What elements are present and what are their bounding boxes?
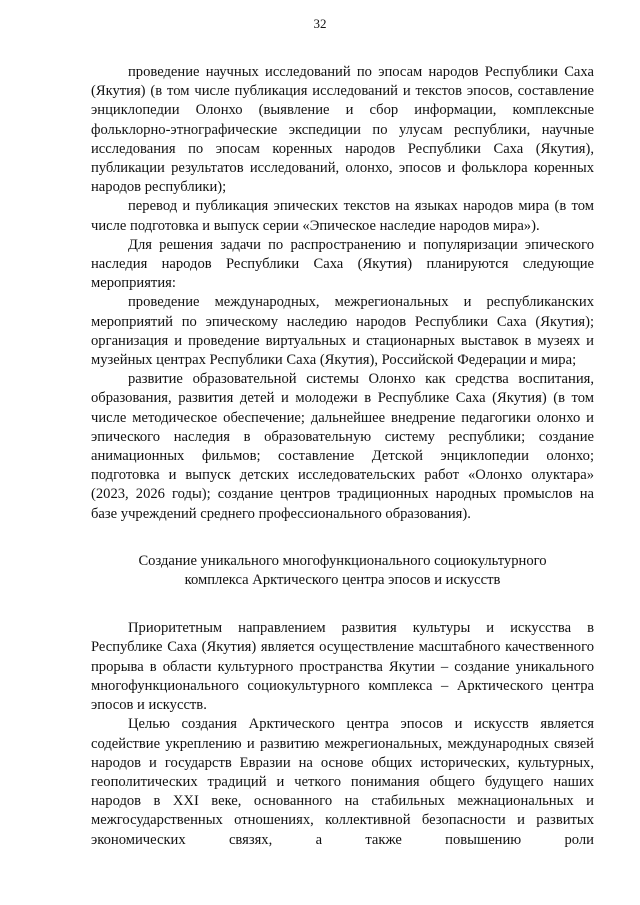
section-heading — [91, 552, 594, 590]
paragraph-priority: Приоритетным направлением развития культуры и искусства в Республике Саха (Якутия) является осуществление масштабного качественного прорыва в области культурного пространства Якутии – создание уникального многофункционального социокультурного комплекса – Арктического центра эпосов и искусств. — [91, 620, 594, 714]
document-body — [91, 63, 594, 850]
paragraph-task-intro: Для решения задачи по распространению и популяризации эпического наследия народов Республики Саха (Якутия) планируются следующие мероприятия: — [91, 236, 594, 292]
page-number: 32 — [313, 16, 327, 31]
paragraph-translation: перевод и публикация эпических текстов на языках народов мира (в том числе подготовка и выпуск серии «Эпическое наследие народов мира»). — [91, 198, 594, 234]
section-heading-line-2: комплекса Арктического центра эпосов и искусств — [184, 572, 501, 589]
paragraph-goal: Целью создания Арктического центра эпосов и искусств является содействие укреплению и развитию межрегиональных, международных связей народов и государств Евразии на основе общих исторических, культурных, геополитических традиций и четкого понимания общего будущего наших народов в XXI веке, основанного на стабильных межнациональных и межгосударственных отношениях, коллективной безопасности и развитых экономических связях, а также повышению роли — [91, 716, 594, 848]
paragraph-events: проведение международных, межрегиональных и республиканских мероприятий по эпическому наследию народов Республики Саха (Якутия); организация и проведение виртуальных и стационарных выставок в музеях и музейных центрах Республики Саха (Якутия), Российской Федерации и мира; — [91, 294, 594, 369]
section-heading-line-1: Создание уникального многофункционального социокультурного — [138, 552, 547, 569]
paragraph-education: развитие образовательной системы Олонхо как средства воспитания, образования, развития детей и молодежи в Республике Саха (Якутия) (в том числе методическое обеспечение; дальнейшее внедрение педагогики олонхо и эпического наследия в образовательную систему республики; создание анимационных фильмов; составление Детской энциклопедии олонхо; подготовка и выпуск детских исследовательских работ «Олонхо олуктара» (2023, 2026 годы); создание центров традиционных народных промыслов на базе учреждений среднего профессионального образования). — [91, 371, 594, 522]
paragraph-research: проведение научных исследований по эпосам народов Республики Саха (Якутия) (в том числе публикация исследований и текстов эпосов, составление энциклопедии Олонхо (выявление и сбор информации, комплексные фольклорно-этнографические экспедиции по улусам республики, научные исследования по эпосам коренных народов Республики Саха (Якутия), публикации результатов исследований, олонхо, эпосов и фольклора коренных народов республики); — [91, 64, 594, 196]
